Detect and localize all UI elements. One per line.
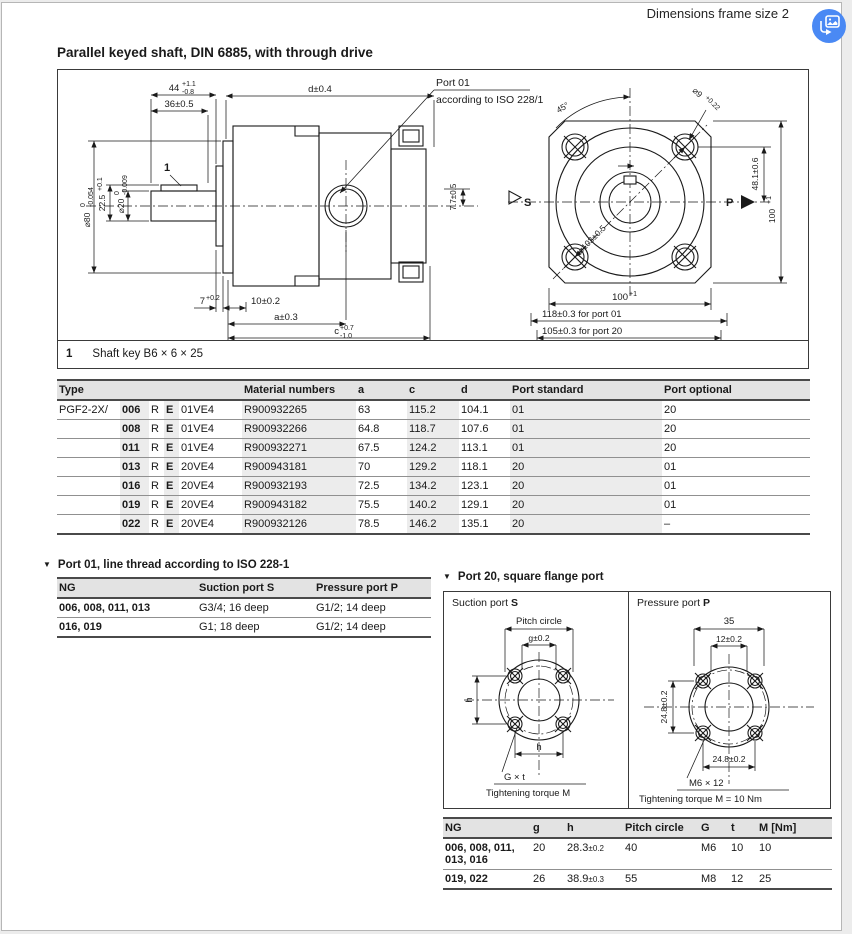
dim-c-tol-dn: -1.0 — [340, 333, 353, 340]
table-row: 006, 008, 011, 013, 016 20 28.3±0.2 40 M6 10 10 — [443, 838, 832, 870]
dim-105: 105±0.3 for port 20 — [542, 326, 623, 337]
dim-d80-tol-dn: -0.054 — [88, 187, 95, 207]
dim-d103: ⌀103±0.5 — [575, 223, 608, 256]
dim-d20-tol-up: 0 — [114, 191, 121, 195]
table-row: 008 R E 01VE4 R900932266 64.8 118.7 107.6 01 20 — [57, 420, 810, 439]
dim-118: 118±0.3 for port 01 — [542, 309, 622, 320]
col-material: Material numbers — [242, 380, 356, 400]
table-row: 019, 022 26 38.9±0.3 55 M8 12 25 — [443, 870, 832, 890]
port20-section-heading: ▼ Port 20, square flange port — [443, 571, 604, 583]
dim-d: d±0.4 — [308, 84, 332, 95]
table-header-row — [443, 818, 832, 838]
col-suction: Suction port S — [197, 578, 314, 598]
suction-flange-drawing — [444, 614, 627, 808]
dim-22-5-tol: +0.1 — [97, 177, 104, 191]
dim-36: 36±0.5 — [164, 99, 194, 110]
table-row: 006, 008, 011, 013 G3/4; 16 deep G1/2; 14 deep — [57, 598, 431, 618]
translate-image-icon[interactable] — [812, 9, 846, 43]
type-table — [57, 379, 810, 535]
dim-h-vertical: h — [464, 697, 475, 703]
dim-c: c — [334, 326, 339, 337]
dim-d80: ⌀80 — [82, 212, 92, 228]
col-M: M [Nm] — [757, 818, 832, 838]
col-c: c — [407, 380, 459, 400]
table-row: PGF2-2X/ 006 R E 01VE4 R900932265 63 115.2 104.1 01 20 — [57, 400, 810, 420]
port01-section-heading: ▼ Port 01, line thread according to ISO 228-1 — [43, 559, 290, 571]
dim-100-bottom-tol: +1 — [629, 291, 637, 298]
section-marker-icon: ▼ — [443, 572, 451, 581]
dim-22-5: 22.5 — [97, 194, 107, 212]
dim-44: 44 — [168, 83, 180, 94]
side-view — [80, 77, 544, 340]
col-d: d — [459, 380, 510, 400]
dim-24-8-vertical: 24.8±0.2 — [659, 690, 669, 724]
dim-7: 7 — [199, 296, 205, 307]
table-row: 019 R E 20VE4 R900943182 75.5 140.2 129.1 20 01 — [57, 496, 810, 515]
col-port-standard: Port standard — [510, 380, 662, 400]
col-t: t — [729, 818, 757, 838]
dim-48-1: 48.1±0.6 — [750, 157, 760, 191]
dim-d20-tol-dn: -0.009 — [122, 175, 129, 195]
dim-g: g±0.2 — [528, 633, 550, 643]
dim-44-tol-up: +1.1 — [182, 81, 196, 88]
pressure-port-marker: P — [726, 197, 734, 209]
col-a: a — [356, 380, 407, 400]
suction-port-label: Suction port S — [452, 597, 518, 609]
col-ng: NG — [57, 578, 197, 598]
dim-100-right: 100 — [767, 208, 777, 224]
bolt-spec-label: G × t — [504, 772, 525, 783]
pressure-port-label: Pressure port P — [637, 597, 710, 609]
table-header-row — [57, 578, 431, 598]
col-pressure: Pressure port P — [314, 578, 431, 598]
dim-45deg: 45° — [554, 99, 571, 115]
key-ref-label: 1 — [164, 162, 171, 174]
footnote-ref: 1 — [66, 348, 73, 360]
dim-10: 10±0.2 — [251, 296, 280, 307]
dim-7-tol: +0.2 — [206, 295, 220, 302]
section-heading: Parallel keyed shaft, DIN 6885, with through drive — [57, 45, 373, 60]
bolt-spec-label: M6 × 12 — [689, 778, 724, 789]
dim-c-tol-up: +0.7 — [340, 325, 354, 332]
col-port-optional: Port optional — [662, 380, 810, 400]
dimension-drawing-frame — [57, 69, 809, 369]
table-row: 022 R E 20VE4 R900932126 78.5 146.2 135.1 20 – — [57, 515, 810, 535]
col-type: Type — [57, 380, 242, 400]
footnote-text: Shaft key B6 × 6 × 25 — [92, 348, 204, 360]
port01-callout-line1: Port 01 — [436, 77, 470, 89]
table-row: 016 R E 20VE4 R900932193 72.5 134.2 123.1 20 01 — [57, 477, 810, 496]
page-title: Dimensions frame size 2 — [646, 6, 789, 21]
dim-pitch-circle: Pitch circle — [516, 616, 562, 627]
dim-a: a±0.3 — [274, 312, 298, 323]
port20-drawing-frame — [443, 591, 831, 809]
col-pitch-circle: Pitch circle — [623, 818, 699, 838]
pressure-port-panel — [629, 592, 830, 808]
col-g: g — [531, 818, 565, 838]
dim-44-tol-dn: -0.8 — [182, 89, 195, 96]
table-row: 013 R E 20VE4 R900943181 70 129.2 118.1 20 01 — [57, 458, 810, 477]
dimension-drawing — [58, 70, 808, 340]
torque-label: Tightening torque M = 10 Nm — [639, 794, 762, 805]
suction-port-panel — [444, 592, 629, 808]
col-h: h — [565, 818, 623, 838]
dim-7-7: 7.7±0.5 — [449, 183, 458, 211]
section-marker-icon: ▼ — [43, 560, 51, 569]
dim-12: 12±0.2 — [716, 634, 742, 644]
port01-callout-line2: according to ISO 228/1 — [436, 94, 544, 106]
table-row: 016, 019 G1; 18 deep G1/2; 14 deep — [57, 618, 431, 638]
suction-port-marker: S — [524, 197, 532, 209]
flange-port-table — [443, 817, 832, 890]
col-ng: NG — [443, 818, 531, 838]
torque-label: Tightening torque M — [486, 788, 571, 799]
table-header-row — [57, 380, 810, 400]
dim-d20: ⌀20 — [116, 198, 126, 214]
col-G: G — [699, 818, 729, 838]
table-row: 011 R E 01VE4 R900932271 67.5 124.2 113.1 01 20 — [57, 439, 810, 458]
drawing-footnote — [58, 340, 808, 368]
dim-d9: ⌀9 — [690, 85, 705, 100]
pressure-flange-drawing — [629, 614, 829, 808]
dim-h-horizontal: h — [536, 742, 542, 753]
front-view — [508, 85, 787, 340]
dim-100-bottom: 100 — [612, 292, 628, 303]
dim-d80-tol-up: 0 — [80, 203, 87, 207]
dim-24-8-horizontal: 24.8±0.2 — [712, 754, 746, 764]
document-page — [1, 2, 842, 931]
dim-100-right-tol: +1 — [766, 196, 773, 204]
dim-35: 35 — [723, 616, 735, 627]
port01-table — [57, 577, 431, 638]
dim-d9-tol: +0.22 — [703, 94, 721, 113]
